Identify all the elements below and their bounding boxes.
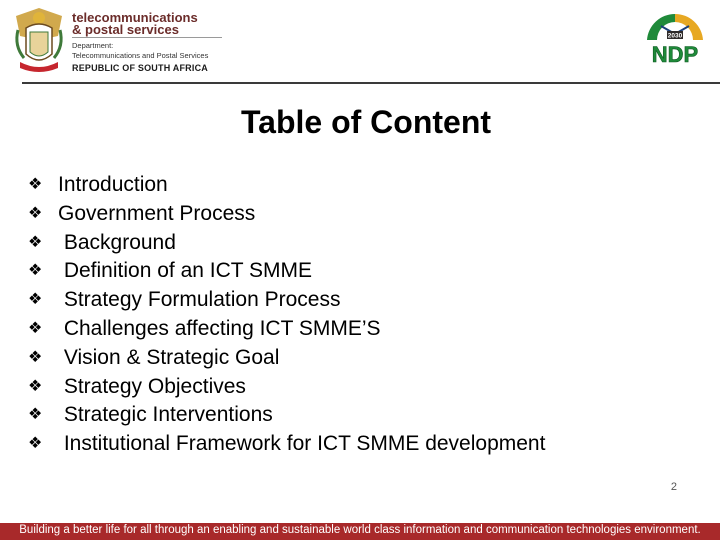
- toc-item-label: Definition of an ICT SMME: [58, 259, 313, 283]
- diamond-bullet-icon: ❖: [28, 377, 43, 395]
- footer-tagline: Building a better life for all through an enabling and sustainable world class information and communication technologies environment.: [19, 524, 701, 536]
- header-divider: [22, 82, 720, 84]
- toc-item: [28, 344, 545, 373]
- department-title-line2: & postal services: [72, 22, 179, 37]
- toc-item-label: Vision & Strategic Goal: [58, 345, 280, 369]
- toc-item: [28, 200, 545, 229]
- toc-item-label: Background: [58, 230, 176, 254]
- country-name: REPUBLIC OF SOUTH AFRICA: [72, 63, 208, 73]
- toc-item-label: Government Process: [58, 201, 256, 225]
- toc-item: [28, 257, 545, 286]
- toc-item: [28, 229, 545, 258]
- diamond-bullet-icon: ❖: [28, 204, 43, 222]
- toc-item: [28, 171, 545, 200]
- toc-item: [28, 401, 545, 430]
- diamond-bullet-icon: ❖: [28, 406, 43, 424]
- ndp-2030-logo: [640, 10, 710, 72]
- slide-title: Table of Content: [240, 104, 492, 140]
- ndp-year: 2030: [667, 32, 683, 40]
- toc-item: [28, 373, 545, 402]
- toc-item-label: Strategic Interventions: [58, 403, 273, 427]
- toc-item-label: Introduction: [58, 173, 168, 196]
- diamond-bullet-icon: ❖: [28, 435, 43, 453]
- diamond-bullet-icon: ❖: [28, 176, 43, 193]
- toc-item-label: Strategy Objectives: [58, 374, 246, 398]
- department-label: Department:: [72, 41, 114, 50]
- toc-item: [28, 286, 545, 315]
- toc-item-label: Strategy Formulation Process: [58, 288, 341, 312]
- ndp-badge-text: NDP: [651, 42, 699, 67]
- coat-of-arms-icon: [8, 6, 70, 74]
- department-divider: [72, 37, 222, 38]
- department-logo: [8, 6, 223, 76]
- diamond-bullet-icon: ❖: [28, 319, 43, 337]
- table-of-contents: [28, 171, 545, 459]
- department-subtitle: [72, 41, 208, 60]
- diamond-bullet-icon: ❖: [28, 291, 43, 309]
- toc-item-label: Institutional Framework for ICT SMME development: [58, 432, 546, 456]
- department-title-line1: telecommunications: [72, 10, 198, 25]
- diamond-bullet-icon: ❖: [28, 233, 43, 251]
- diamond-bullet-icon: ❖: [28, 262, 43, 280]
- page-number: 2: [670, 481, 677, 493]
- toc-item: [28, 315, 545, 344]
- toc-item-label: Challenges affecting ICT SMME’S: [58, 316, 381, 340]
- diamond-bullet-icon: ❖: [28, 348, 43, 366]
- footer-bar: [0, 523, 720, 540]
- department-name: Telecommunications and Postal Services: [72, 50, 209, 60]
- toc-item: [28, 430, 545, 459]
- department-title: [72, 12, 198, 36]
